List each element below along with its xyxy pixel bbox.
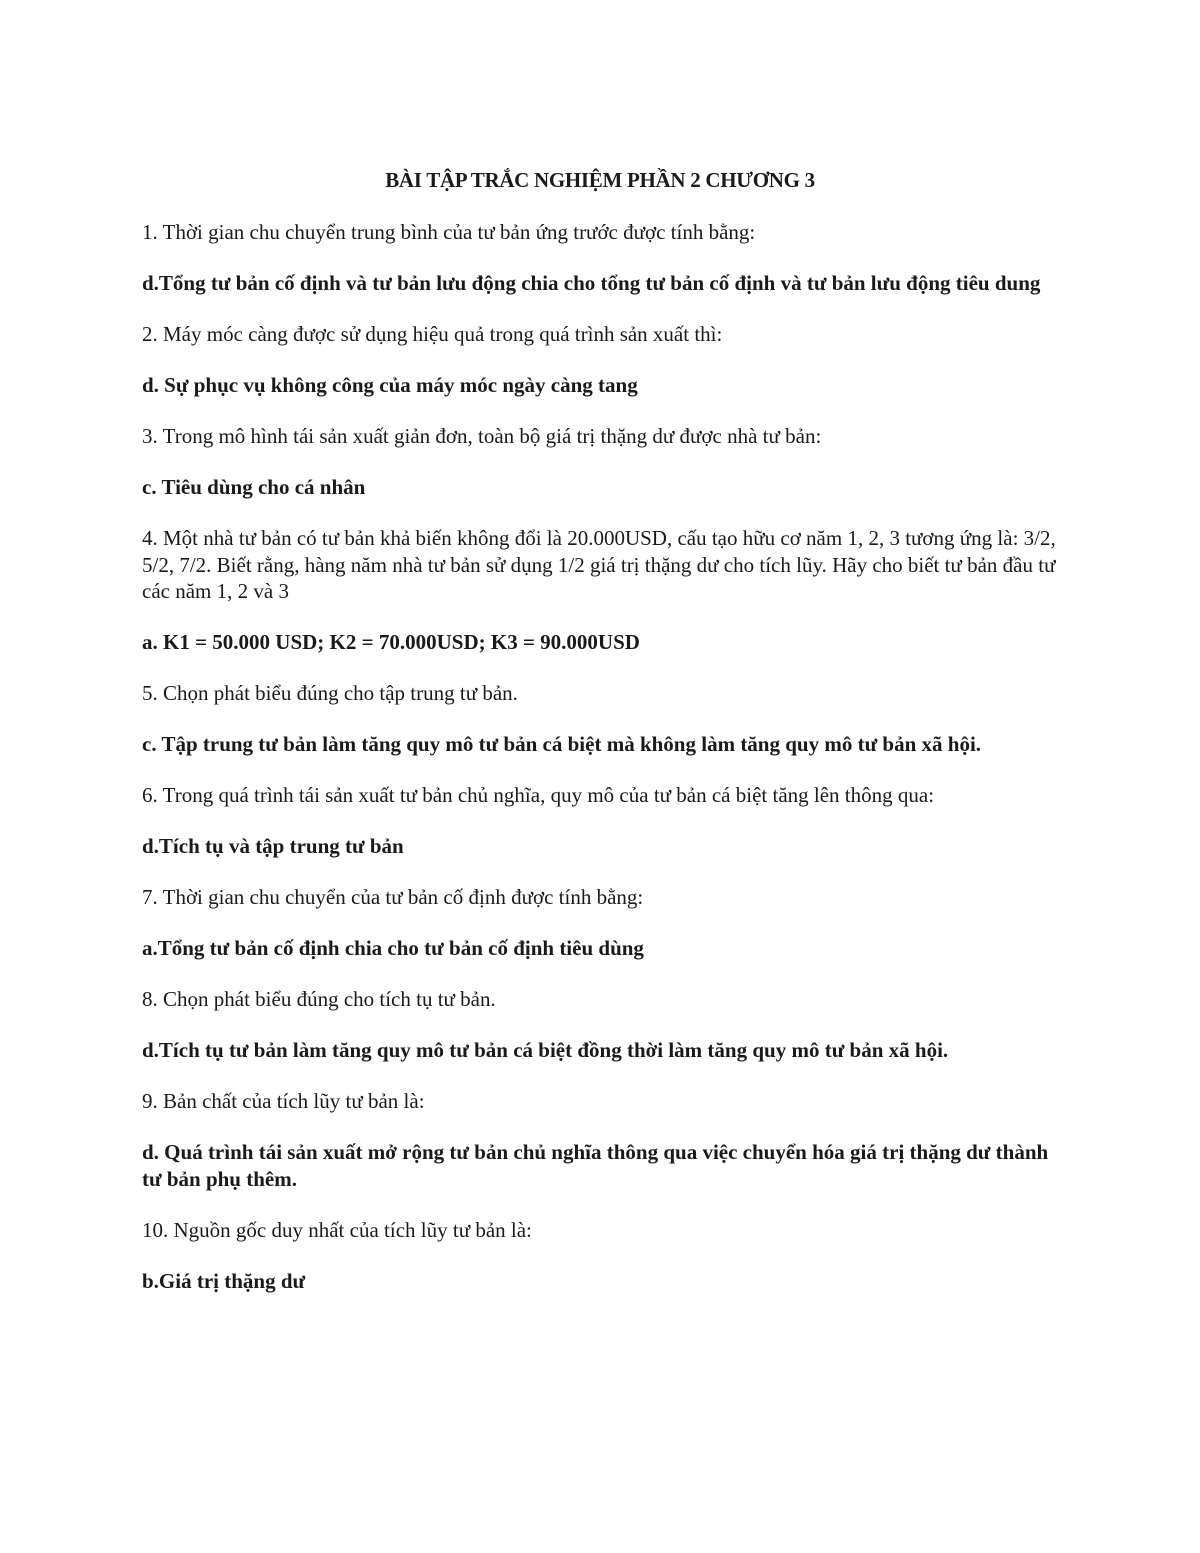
question-4: 4. Một nhà tư bản có tư bản khả biến không đổi là 20.000USD, cấu tạo hữu cơ năm 1, 2, 3 tương ứng là: 3/2, 5/2, 7/2. Biết rằng, hàng năm nhà tư bản sử dụng 1/2 giá trị thặng dư cho tích lũy. Hãy cho biết tư bản đầu tư các năm 1, 2 và 3 <box>142 526 1056 603</box>
question-7: 7. Thời gian chu chuyển của tư bản cố định được tính bằng: <box>142 885 644 909</box>
answer-6: d.Tích tụ và tập trung tư bản <box>142 834 404 858</box>
question-1: 1. Thời gian chu chuyển trung bình của tư bản ứng trước được tính bằng: <box>142 220 756 244</box>
question-10: 10. Nguồn gốc duy nhất của tích lũy tư bản là: <box>142 1217 532 1242</box>
answer-8: d.Tích tụ tư bản làm tăng quy mô tư bản cá biệt đồng thời làm tăng quy mô tư bản xã hội. <box>142 1038 949 1062</box>
question-8: 8. Chọn phát biểu đúng cho tích tụ tư bản. <box>142 987 496 1011</box>
answer-3: c. Tiêu dùng cho cá nhân <box>142 475 366 499</box>
answer-7: a.Tổng tư bản cố định chia cho tư bản cố định tiêu dùng <box>142 936 644 960</box>
document-title: BÀI TẬP TRẮC NGHIỆM PHẦN 2 CHƯƠNG 3 <box>385 168 815 192</box>
answer-1: d.Tổng tư bản cố định và tư bản lưu động chia cho tổng tư bản cố định và tư bản lưu động tiêu dung <box>142 271 1041 295</box>
answer-2: d. Sự phục vụ không công của máy móc ngày càng tang <box>142 373 638 397</box>
question-5: 5. Chọn phát biểu đúng cho tập trung tư bản. <box>142 681 518 705</box>
question-6: 6. Trong quá trình tái sản xuất tư bản chủ nghĩa, quy mô của tư bản cá biệt tăng lên thông qua: <box>142 783 935 807</box>
question-3: 3. Trong mô hình tái sản xuất giản đơn, toàn bộ giá trị thặng dư được nhà tư bản: <box>142 424 822 448</box>
question-2: 2. Máy móc càng được sử dụng hiệu quả trong quá trình sản xuất thì: <box>142 322 723 346</box>
answer-9: d. Quá trình tái sản xuất mở rộng tư bản chủ nghĩa thông qua việc chuyển hóa giá trị thặng dư thành tư bản phụ thêm. <box>142 1140 1049 1191</box>
question-list <box>142 219 1072 1319</box>
answer-10: b.Giá trị thặng dư <box>142 1268 306 1293</box>
answer-5: c. Tập trung tư bản làm tăng quy mô tư bản cá biệt mà không làm tăng quy mô tư bản xã hội. <box>142 732 982 756</box>
answer-4: a. K1 = 50.000 USD; K2 = 70.000USD; K3 = 90.000USD <box>142 630 640 654</box>
question-9: 9. Bản chất của tích lũy tư bản là: <box>142 1089 425 1113</box>
